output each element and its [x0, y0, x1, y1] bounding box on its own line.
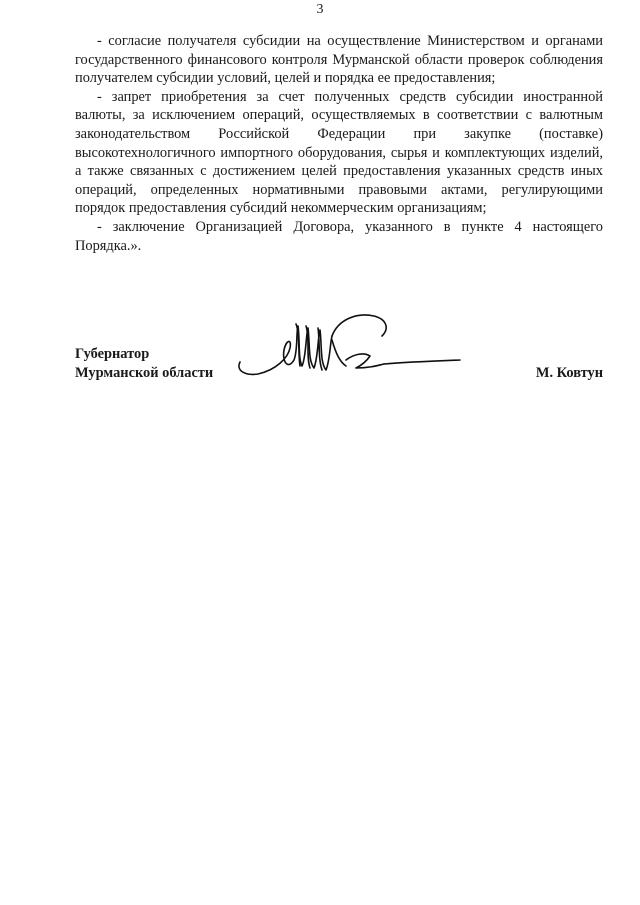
- paragraph-consent-clause: - согласие получателя субсидии на осуществление Министерством и органами государственного финансового контроля Мурманской области проверок соблюдения получателем субсидии условий, целей и порядка ее предоставления;: [75, 33, 603, 87]
- signer-position: [75, 345, 213, 382]
- signer-position-line2: Мурманской области: [75, 364, 214, 381]
- signer-name: М. Ковтун: [535, 364, 603, 381]
- signature-block: [75, 345, 603, 385]
- paragraph-agreement-clause: - заключение Организацией Договора, указанного в пункте 4 настоящего Порядка.».: [75, 218, 603, 254]
- paragraph-currency-ban-clause: - запрет приобретения за счет полученных средств субсидии иностранной валюты, за исключением операций, осуществляемых в соответствии с валютным законодательством Российской Федерации при закупке (поставке) высокотехнологичного импортного оборудования, сырья и комплектующих изделий, а также связанных с достижением целей предоставления указанных средств иных операций, определенных нормативными правовыми актами, регулирующими порядок предоставления субсидий некоммерческим организациям;: [75, 88, 603, 217]
- page-number: 3: [316, 2, 324, 17]
- signer-position-line1: Губернатор: [75, 346, 150, 362]
- document-body: [75, 32, 603, 255]
